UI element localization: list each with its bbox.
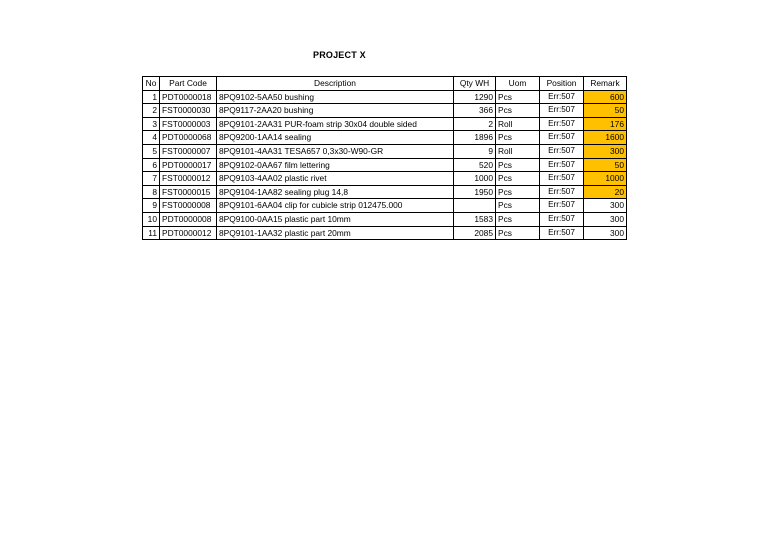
cell-description: 8PQ9200-1AA14 sealing xyxy=(217,131,454,145)
cell-no: 10 xyxy=(143,212,160,226)
cell-remark: 300 xyxy=(584,144,627,158)
cell-remark: 1000 xyxy=(584,172,627,186)
table-row xyxy=(143,117,627,131)
cell-no: 7 xyxy=(143,172,160,186)
cell-description: 8PQ9104-1AA82 sealing plug 14,8 xyxy=(217,185,454,199)
cell-position: Err:507 xyxy=(540,172,584,186)
cell-no: 5 xyxy=(143,144,160,158)
table-row xyxy=(143,144,627,158)
cell-description: 8PQ9103-4AA02 plastic rivet xyxy=(217,172,454,186)
cell-description: 8PQ9101-2AA31 PUR-foam strip 30x04 double sided xyxy=(217,117,454,131)
cell-description: 8PQ9100-0AA15 plastic part 10mm xyxy=(217,212,454,226)
table-row xyxy=(143,90,627,104)
cell-no: 3 xyxy=(143,117,160,131)
cell-remark: 50 xyxy=(584,104,627,118)
table-row xyxy=(143,131,627,145)
cell-part-code: FST0000003 xyxy=(160,117,217,131)
cell-qty-wh: 2085 xyxy=(454,226,496,240)
table-row xyxy=(143,172,627,186)
column-header-position: Position xyxy=(540,77,584,91)
table-header-row xyxy=(143,77,627,91)
table-row xyxy=(143,226,627,240)
cell-uom: Pcs xyxy=(496,172,540,186)
parts-table xyxy=(142,76,627,240)
table-row xyxy=(143,212,627,226)
cell-position: Err:507 xyxy=(540,131,584,145)
cell-position: Err:507 xyxy=(540,90,584,104)
cell-uom: Pcs xyxy=(496,212,540,226)
table-row xyxy=(143,185,627,199)
column-header-no: No xyxy=(143,77,160,91)
cell-uom: Pcs xyxy=(496,104,540,118)
column-header-remark: Remark xyxy=(584,77,627,91)
cell-qty-wh: 1583 xyxy=(454,212,496,226)
cell-uom: Pcs xyxy=(496,185,540,199)
cell-position: Err:507 xyxy=(540,104,584,118)
cell-no: 6 xyxy=(143,158,160,172)
cell-no: 8 xyxy=(143,185,160,199)
cell-qty-wh: 2 xyxy=(454,117,496,131)
cell-qty-wh: 1896 xyxy=(454,131,496,145)
cell-remark: 1600 xyxy=(584,131,627,145)
cell-qty-wh: 9 xyxy=(454,144,496,158)
cell-description: 8PQ9101-6AA04 clip for cubicle strip 012475.000 xyxy=(217,199,454,213)
cell-position: Err:507 xyxy=(540,144,584,158)
cell-remark: 176 xyxy=(584,117,627,131)
cell-qty-wh: 1950 xyxy=(454,185,496,199)
cell-qty-wh: 520 xyxy=(454,158,496,172)
cell-description: 8PQ9102-5AA50 bushing xyxy=(217,90,454,104)
cell-position: Err:507 xyxy=(540,185,584,199)
cell-qty-wh: 1290 xyxy=(454,90,496,104)
cell-part-code: FST0000007 xyxy=(160,144,217,158)
cell-no: 11 xyxy=(143,226,160,240)
cell-description: 8PQ9101-1AA32 plastic part 20mm xyxy=(217,226,454,240)
cell-uom: Roll xyxy=(496,144,540,158)
cell-uom: Pcs xyxy=(496,226,540,240)
cell-position: Err:507 xyxy=(540,212,584,226)
cell-part-code: PDT0000018 xyxy=(160,90,217,104)
cell-uom: Pcs xyxy=(496,199,540,213)
cell-position: Err:507 xyxy=(540,199,584,213)
cell-description: 8PQ9101-4AA31 TESA657 0,3x30-W90-GR xyxy=(217,144,454,158)
page-title: PROJECT X xyxy=(313,50,366,60)
column-header-description: Description xyxy=(217,77,454,91)
table-row xyxy=(143,158,627,172)
cell-part-code: FST0000030 xyxy=(160,104,217,118)
cell-position: Err:507 xyxy=(540,117,584,131)
column-header-uom: Uom xyxy=(496,77,540,91)
cell-position: Err:507 xyxy=(540,158,584,172)
cell-qty-wh: 1000 xyxy=(454,172,496,186)
cell-uom: Pcs xyxy=(496,158,540,172)
cell-part-code: PDT0000008 xyxy=(160,212,217,226)
cell-description: 8PQ9102-0AA67 film lettering xyxy=(217,158,454,172)
cell-no: 4 xyxy=(143,131,160,145)
cell-remark: 300 xyxy=(584,212,627,226)
column-header-part-code: Part Code xyxy=(160,77,217,91)
table-row xyxy=(143,104,627,118)
cell-remark: 600 xyxy=(584,90,627,104)
cell-part-code: FST0000015 xyxy=(160,185,217,199)
cell-uom: Pcs xyxy=(496,90,540,104)
cell-remark: 300 xyxy=(584,199,627,213)
cell-remark: 50 xyxy=(584,158,627,172)
cell-no: 1 xyxy=(143,90,160,104)
cell-part-code: FST0000012 xyxy=(160,172,217,186)
cell-part-code: PDT0000068 xyxy=(160,131,217,145)
cell-part-code: PDT0000017 xyxy=(160,158,217,172)
table-row xyxy=(143,199,627,213)
cell-no: 9 xyxy=(143,199,160,213)
cell-remark: 300 xyxy=(584,226,627,240)
cell-part-code: PDT0000012 xyxy=(160,226,217,240)
cell-uom: Roll xyxy=(496,117,540,131)
cell-no: 2 xyxy=(143,104,160,118)
cell-part-code: FST0000008 xyxy=(160,199,217,213)
cell-description: 8PQ9117-2AA20 bushing xyxy=(217,104,454,118)
cell-qty-wh xyxy=(454,199,496,213)
table-body xyxy=(143,90,627,240)
cell-uom: Pcs xyxy=(496,131,540,145)
cell-qty-wh: 366 xyxy=(454,104,496,118)
column-header-qty-wh: Qty WH xyxy=(454,77,496,91)
cell-position: Err:507 xyxy=(540,226,584,240)
cell-remark: 20 xyxy=(584,185,627,199)
